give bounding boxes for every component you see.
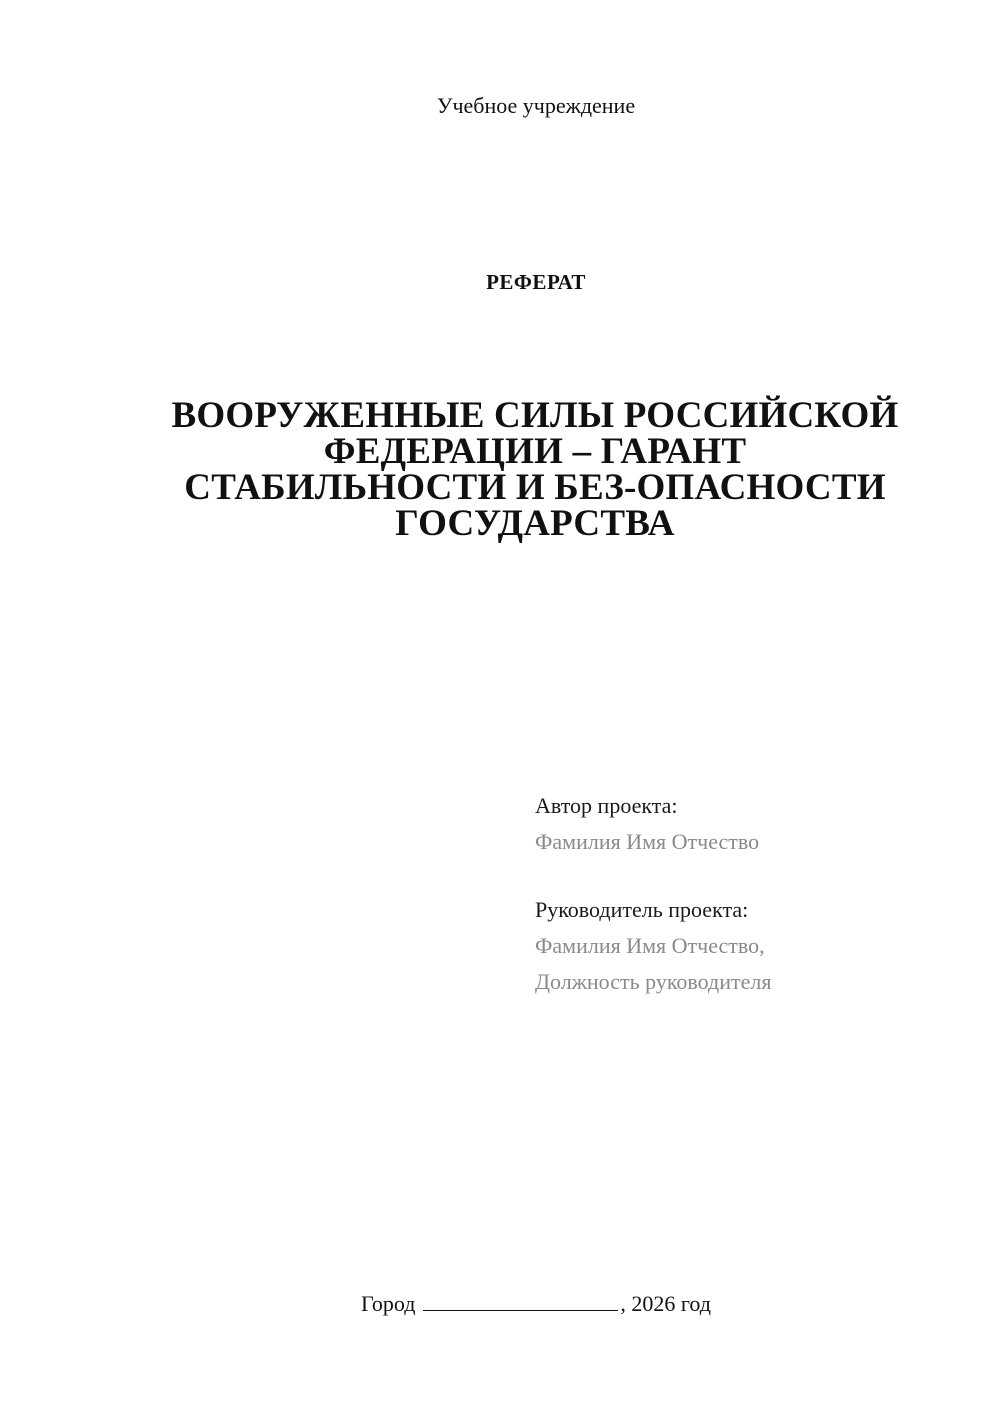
year-text: , 2026 год <box>620 1291 711 1316</box>
title-line-2: ФЕДЕРАЦИИ – ГАРАНТ <box>323 431 747 472</box>
document-type: РЕФЕРАТ <box>486 270 586 294</box>
author-block <box>535 788 975 860</box>
title-line-3: СТАБИЛЬНОСТИ И БЕЗ-ОПАСНОСТИ <box>184 467 886 508</box>
title-line-1: ВООРУЖЕННЫЕ СИЛЫ РОССИЙСКОЙ <box>171 395 899 436</box>
institution-name: Учебное учреждение <box>436 93 636 118</box>
supervisor-block <box>535 892 975 1000</box>
supervisor-name: Фамилия Имя Отчество, <box>535 933 765 958</box>
document-title <box>150 395 920 544</box>
city-year-line <box>0 1290 1000 1318</box>
city-label: Город <box>361 1291 416 1316</box>
city-blank-line <box>423 1290 618 1311</box>
author-label: Автор проекта: <box>535 793 678 818</box>
title-line-4: ГОСУДАРСТВА <box>395 503 675 544</box>
supervisor-label: Руководитель проекта: <box>535 897 749 922</box>
author-name: Фамилия Имя Отчество <box>535 829 760 854</box>
supervisor-position: Должность руководителя <box>535 969 772 994</box>
